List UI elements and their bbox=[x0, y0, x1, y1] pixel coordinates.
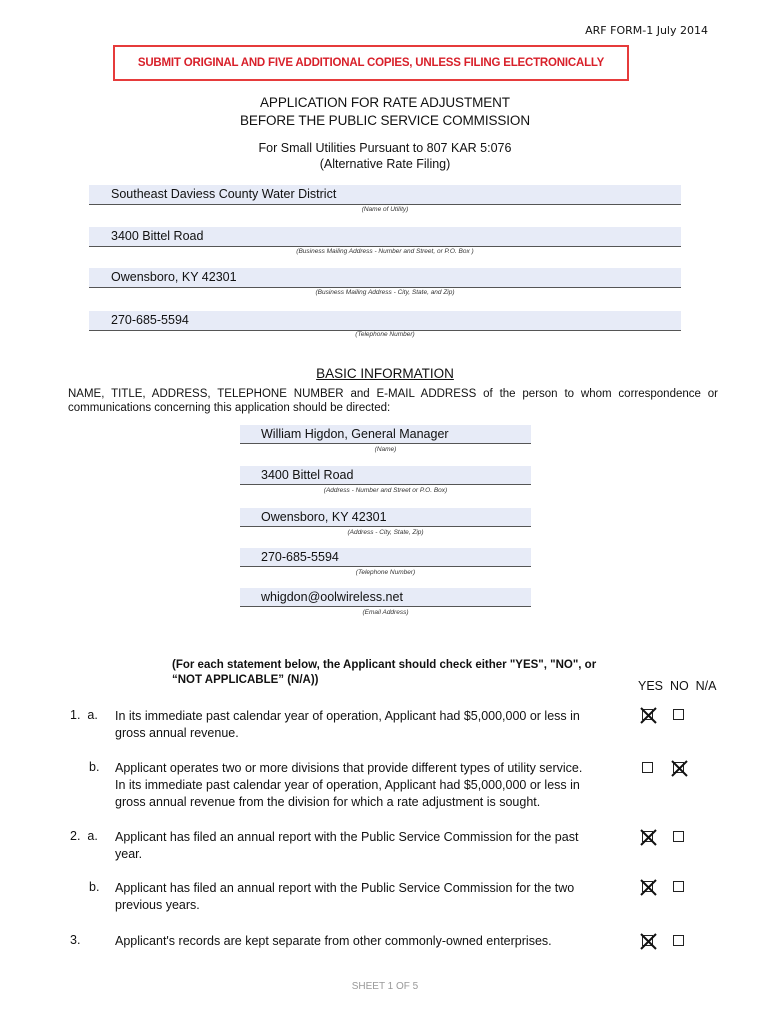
question-3-no-checkbox[interactable] bbox=[673, 935, 684, 946]
contact-address-caption: (Address - Number and Street or P.O. Box) bbox=[323, 487, 448, 494]
question-3-text: Applicant's records are kept separate from other commonly-owned enterprises. bbox=[115, 934, 552, 948]
question-2b-no-checkbox[interactable] bbox=[673, 881, 684, 892]
checkmark-x-icon bbox=[639, 828, 658, 847]
checkmark-x-icon bbox=[639, 932, 658, 951]
contact-email-field[interactable]: whigdon@oolwireless.net bbox=[240, 588, 531, 607]
question-1b-no-checkbox[interactable] bbox=[673, 762, 684, 773]
form-title-line1: APPLICATION FOR RATE ADJUSTMENT bbox=[260, 95, 510, 110]
question-1b-number: b. bbox=[89, 760, 100, 774]
question-2b-text: Applicant has filed an annual report with the Public Service Commission for the two previous years. bbox=[115, 881, 575, 912]
form-subtitle-line2: (Alternative Rate Filing) bbox=[319, 157, 451, 171]
checkmark-x-icon bbox=[639, 706, 658, 725]
utility-address-field[interactable]: 3400 Bittel Road bbox=[89, 227, 681, 247]
contact-name-caption: (Name) bbox=[374, 446, 397, 453]
question-1b-text: Applicant operates two or more divisions that provide different types of utility service. In its immediate past calendar year of operation, Applicant had $5,000,000 or less in gross annual revenue from the division for which a rate adjustment is sought. bbox=[115, 761, 583, 809]
question-2a-number: 2. a. bbox=[70, 829, 98, 843]
filing-notice: SUBMIT ORIGINAL AND FIVE ADDITIONAL COPIES, UNLESS FILING ELECTRONICALLY bbox=[113, 45, 629, 81]
contact-address-field[interactable]: 3400 Bittel Road bbox=[240, 466, 531, 485]
contact-phone-field[interactable]: 270-685-5594 bbox=[240, 548, 531, 567]
question-1a-yes-checkbox[interactable] bbox=[642, 709, 653, 720]
contact-email-caption: (Email Address) bbox=[362, 609, 409, 616]
utility-name-field[interactable]: Southeast Daviess County Water District bbox=[89, 185, 681, 205]
instruction-line1: (For each statement below, the Applicant should check either "YES", "NO", or bbox=[172, 659, 597, 671]
question-1a-number: 1. a. bbox=[70, 708, 98, 722]
question-1a-text: In its immediate past calendar year of operation, Applicant had $5,000,000 or less in gross annual revenue. bbox=[115, 709, 580, 740]
utility-city-field[interactable]: Owensboro, KY 42301 bbox=[89, 268, 681, 288]
utility-name-caption: (Name of Utility) bbox=[361, 206, 409, 213]
checkmark-x-icon bbox=[670, 759, 689, 778]
question-2a-text: Applicant has filed an annual report with the Public Service Commission for the past year. bbox=[115, 830, 579, 861]
utility-city-caption: (Business Mailing Address - City, State, and Zip) bbox=[315, 289, 455, 296]
basic-information-text-line1: NAME, TITLE, ADDRESS, TELEPHONE NUMBER and E-MAIL ADDRESS of the person to whom correspondence or bbox=[68, 388, 718, 400]
instruction-line2: “NOT APPLICABLE” (N/A)) bbox=[172, 674, 319, 686]
answer-column-headers: YES NO N/A bbox=[638, 679, 717, 693]
contact-name-field[interactable]: William Higdon, General Manager bbox=[240, 425, 531, 444]
question-2a-no-checkbox[interactable] bbox=[673, 831, 684, 842]
utility-address-caption: (Business Mailing Address - Number and Street, or P.O. Box ) bbox=[296, 248, 474, 255]
question-1a-no-checkbox[interactable] bbox=[673, 709, 684, 720]
form-title-line2: BEFORE THE PUBLIC SERVICE COMMISSION bbox=[240, 113, 530, 128]
question-1b-yes-checkbox[interactable] bbox=[642, 762, 653, 773]
utility-phone-field[interactable]: 270-685-5594 bbox=[89, 311, 681, 331]
form-id: ARF FORM-1 July 2014 bbox=[585, 24, 708, 37]
question-2b-number: b. bbox=[89, 880, 100, 894]
contact-city-field[interactable]: Owensboro, KY 42301 bbox=[240, 508, 531, 527]
question-3-yes-checkbox[interactable] bbox=[642, 935, 653, 946]
contact-city-caption: (Address - City, State, Zip) bbox=[347, 529, 424, 536]
question-2a-yes-checkbox[interactable] bbox=[642, 831, 653, 842]
form-subtitle-line1: For Small Utilities Pursuant to 807 KAR 5:076 bbox=[258, 141, 512, 155]
contact-phone-caption: (Telephone Number) bbox=[355, 569, 416, 576]
question-2b-yes-checkbox[interactable] bbox=[642, 881, 653, 892]
sheet-number: SHEET 1 OF 5 bbox=[351, 981, 419, 992]
checkmark-x-icon bbox=[639, 878, 658, 897]
basic-information-text-line2: communications concerning this application should be directed: bbox=[68, 402, 391, 414]
utility-phone-caption: (Telephone Number) bbox=[355, 331, 415, 338]
basic-information-heading: BASIC INFORMATION bbox=[316, 366, 454, 381]
question-3-number: 3. bbox=[70, 933, 81, 947]
